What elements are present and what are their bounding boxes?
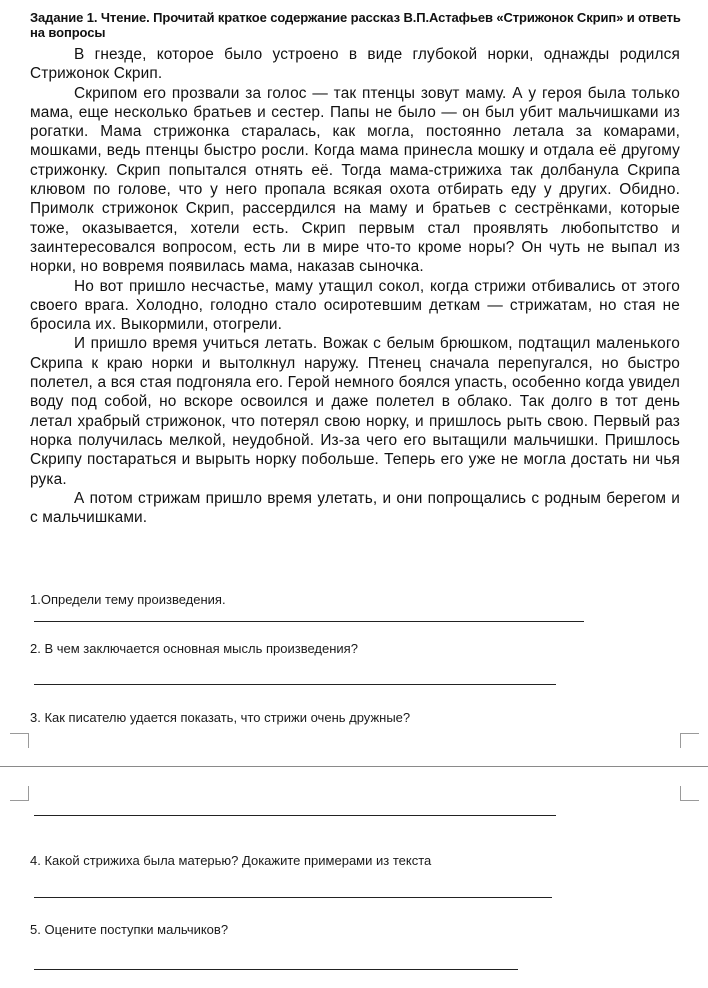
story-paragraph: И пришло время учиться летать. Вожак с белым брюшком, подтащил маленького Скрипа к краю норки и вытолкнул наружу. Птенец сначала перепугался, но быстро полетел, а вся стая подгоняла его. Герой немного боялся упасть, особенно когда увидел воду под собой, но вскоре освоился и даже полетел в облако. Так долго в тот день летал храбрый стрижонок, что потерял свою норку, и пришлось рыть свою. Первый раз норка получилась мелкой, неудобной. Из-за чего его вытащили мальчишки. Пришлось Скрипу постараться и вырыть норку побольше. Теперь его уже не могла достать ни чья рука. xyxy=(30,335,680,488)
story-text xyxy=(30,45,680,527)
question-5: 5. Оцените поступки мальчиков? xyxy=(30,922,229,937)
story-paragraph: Скрипом его прозвали за голос — так птенцы зовут маму. А у героя была только мама, еще несколько братьев и сестер. Папы не было — он был убит мальчишками из рогатки. Мама стрижонка старалась, как могла, постоянно летала за комарами, мошками, ведь птенцы быстро росли. Когда мама принесла мошку и отдала её другому стрижонку. Скрип попытался отнять её. Тогда мама-стрижиха так долбанула Скрипа клювом по голове, что у него пропала всякая охота отбирать еду у других. Обидно. Примолк стрижонок Скрип, рассердился на маму и братьев с сестрёнками, которые тоже, оказывается, хотели есть. Скрип первым стал проявлять любопытство и заинтересовался вопросом, есть ли в мире что-то кроме норы? Он чуть не выпал из норки, но вовремя появилась мама, наказав сыночка. xyxy=(30,84,680,276)
answer-line-5[interactable] xyxy=(34,969,518,970)
story-paragraph: В гнезде, которое было устроено в виде глубокой норки, однажды родился Стрижонок Скрип. xyxy=(30,46,680,83)
question-1: 1.Определи тему произведения. xyxy=(30,592,226,607)
page-fold-line xyxy=(0,766,708,767)
story-paragraph: А потом стрижам пришло время улетать, и они попрощались с родным берегом и с мальчишками. xyxy=(30,489,680,527)
task-title: Задание 1. Чтение. Прочитай краткое содержание рассказ В.П.Астафьев «Стрижонок Скрип» и ответь на вопросы xyxy=(30,10,681,40)
answer-line-1[interactable] xyxy=(34,621,584,622)
answer-line-2[interactable] xyxy=(34,684,556,685)
scan-corner-mark xyxy=(680,733,699,748)
scan-corner-mark xyxy=(680,786,699,801)
story-paragraph: Но вот пришло несчастье, маму утащил сокол, когда стрижи отбивались от этого своего врага. Холодно, голодно стало осиротевшим деткам — стрижатам, но стая не бросила их. Выкормили, отогрели. xyxy=(30,277,680,334)
answer-line-4[interactable] xyxy=(34,897,552,898)
scan-corner-mark xyxy=(10,733,29,748)
question-3: 3. Как писателю удается показать, что стрижи очень дружные? xyxy=(30,710,411,725)
answer-line-3[interactable] xyxy=(34,815,556,816)
scan-corner-mark xyxy=(10,786,29,801)
question-4: 4. Какой стрижиха была матерью? Докажите примерами из текста xyxy=(30,853,432,868)
question-2: 2. В чем заключается основная мысль произведения? xyxy=(30,641,358,656)
